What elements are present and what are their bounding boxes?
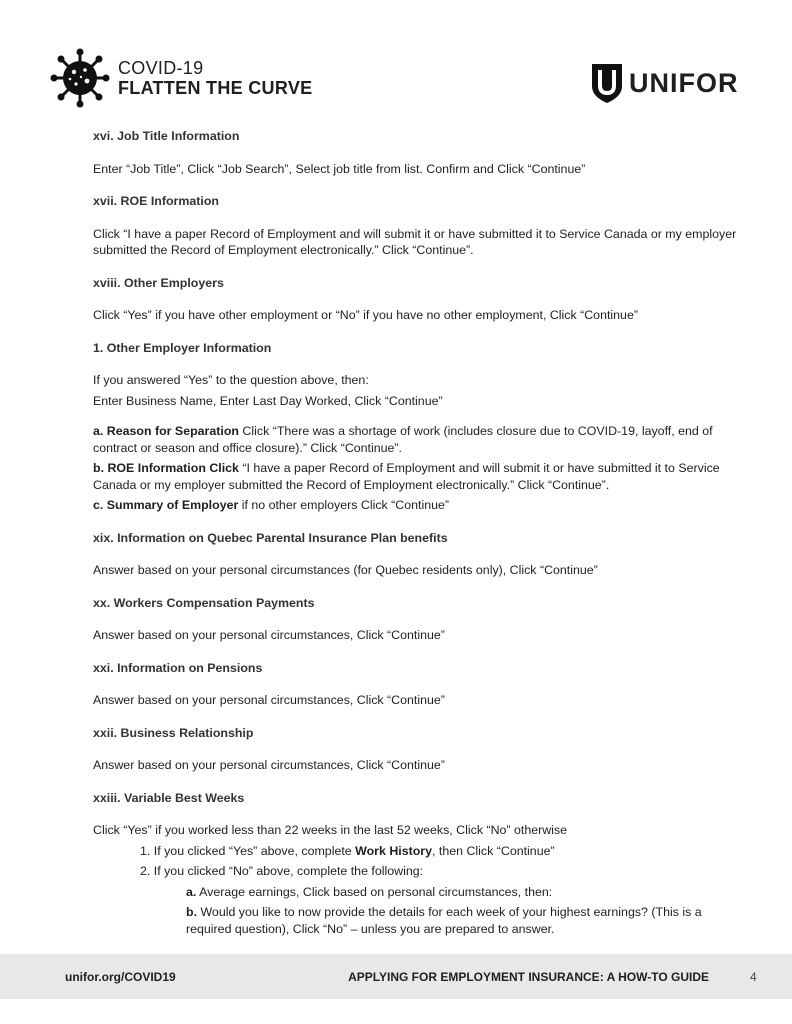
- item-label: a. Reason for Separation: [93, 424, 239, 438]
- section-heading: xx. Workers Compensation Payments: [93, 595, 315, 610]
- item-text: Click “There was a shortage of work (includes closure due to COVID-19, layoff, end of contract or season and office closure).” Click “Continue”.: [93, 424, 713, 455]
- covid-logo: [50, 48, 312, 108]
- section-text: Click “I have a paper Record of Employment and will submit it or have submitted it to Service Canada or my employer submitted the Record of Employment electronically.” Click “Continue”.: [93, 226, 737, 257]
- list-item: [93, 843, 745, 860]
- list-item: [93, 423, 745, 456]
- item-text: , then Click “Continue”: [432, 843, 555, 858]
- item-label: b.: [186, 905, 198, 919]
- covid-subtitle: FLATTEN THE CURVE: [118, 78, 313, 98]
- item-text: Would you like to now provide the details for each week of your highest earnings? (This is a required question), Click “No” – unless you are prepared to answer.: [186, 905, 702, 936]
- item-bold: Work History: [355, 843, 433, 858]
- section-text: Click “Yes” if you worked less than 22 weeks in the last 52 weeks, Click “No” otherwise: [93, 823, 568, 837]
- list-item: [93, 460, 745, 493]
- section-text: Answer based on your personal circumstances, Click “Continue”: [93, 758, 445, 772]
- page-content: [93, 128, 745, 937]
- item-label: c. Summary of Employer: [93, 498, 239, 512]
- section-text: Enter Business Name, Enter Last Day Worked, Click “Continue”: [93, 393, 443, 408]
- section-heading: xxiii. Variable Best Weeks: [93, 790, 245, 805]
- section-heading: 1. Other Employer Information: [93, 340, 272, 355]
- list-item: 2. If you clicked “No” above, complete the following:: [140, 864, 424, 878]
- section-text: Answer based on your personal circumstances, Click “Continue”: [93, 693, 445, 707]
- section-text: Answer based on your personal circumstances, Click “Continue”: [93, 628, 445, 642]
- covid-title: COVID-19: [118, 58, 204, 78]
- brand-name: UNIFOR: [629, 67, 739, 98]
- footer-url: unifor.org/COVID19: [65, 970, 176, 984]
- page-footer: [0, 954, 792, 999]
- section-heading: xvi. Job Title Information: [93, 129, 240, 143]
- item-text: “I have a paper Record of Employment and will submit it or have submitted it to Service Canada or my employer submitted the Record of Employment electronically.” Click “Continue”.: [93, 461, 720, 492]
- page-header: [0, 0, 792, 125]
- item-text: 1. If you clicked “Yes” above, complete: [140, 843, 356, 858]
- item-text: Average earnings, Click based on personal circumstances, then:: [196, 884, 553, 899]
- section-heading: xxi. Information on Pensions: [93, 660, 263, 675]
- section-text: Answer based on your personal circumstances (for Quebec residents only), Click “Continue”: [93, 563, 598, 577]
- item-text: if no other employers Click “Continue”: [238, 498, 450, 512]
- sub-list-item: [93, 884, 745, 901]
- section-text: If you answered “Yes” to the question above, then:: [93, 373, 369, 387]
- page-number: 4: [750, 970, 757, 984]
- section-heading: xxii. Business Relationship: [93, 725, 254, 740]
- virus-icon: [50, 48, 110, 108]
- section-text: Enter “Job Title”, Click “Job Search”, Select job title from list. Confirm and Click “Continue”: [93, 161, 586, 176]
- unifor-logo: [590, 62, 739, 104]
- section-heading: xix. Information on Quebec Parental Insurance Plan benefits: [93, 530, 448, 545]
- section-text: Click “Yes” if you have other employment or “No” if you have no other employment, Click “Continue”: [93, 308, 638, 322]
- section-heading: xvii. ROE Information: [93, 194, 219, 208]
- section-heading: xviii. Other Employers: [93, 275, 224, 290]
- list-item: [93, 497, 745, 514]
- item-label: a.: [186, 884, 197, 899]
- unifor-shield-icon: [590, 62, 624, 104]
- footer-guide-title: APPLYING FOR EMPLOYMENT INSURANCE: A HOW-TO GUIDE: [348, 970, 709, 984]
- item-label: b. ROE Information Click: [93, 461, 239, 475]
- sub-list-item: [93, 904, 745, 937]
